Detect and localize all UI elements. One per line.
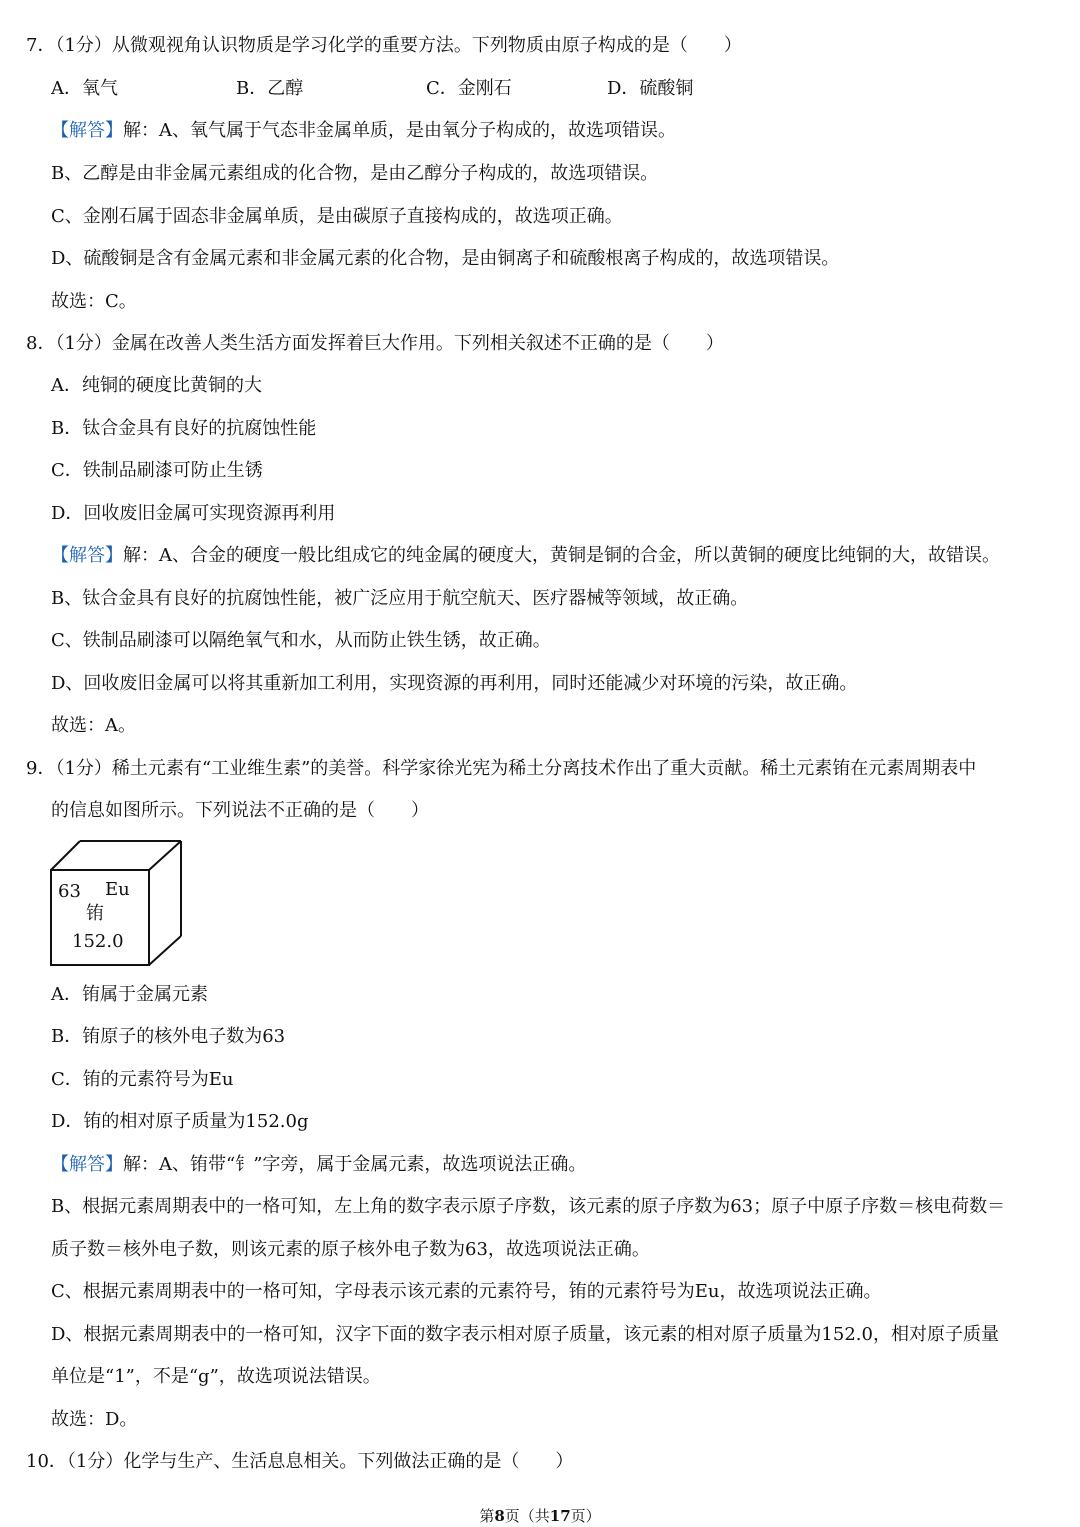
q8-option-d: D．回收废旧金属可实现资源再利用 bbox=[51, 503, 336, 524]
atomic-number: 63 bbox=[58, 881, 81, 902]
q9-answer-line-3: 质子数＝核外电子数，则该元素的原子核外电子数为63，故选项说法正确。 bbox=[51, 1239, 650, 1260]
q9-option-b: B．铕原子的核外电子数为63 bbox=[51, 1026, 286, 1047]
q9-answer-conclusion: 故选：D。 bbox=[51, 1409, 138, 1430]
q8-answer-line-4: D、回收废旧金属可以将其重新加工利用，实现资源的再利用，同时还能减少对环境的污染，故正确。 bbox=[51, 673, 858, 694]
q8-answer-line-2: B、钛合金具有良好的抗腐蚀性能，被广泛应用于航空航天、医疗器械等领域，故正确。 bbox=[51, 588, 749, 609]
answer-tag: 【解答】 bbox=[51, 120, 123, 141]
q7-answer-line-4: D、硫酸铜是含有金属元素和非金属元素的化合物，是由铜离子和硫酸根离子构成的，故选项错误。 bbox=[51, 248, 840, 269]
q8-answer-conclusion: 故选：A。 bbox=[51, 715, 136, 736]
q7-stem: 7．（1分）从微观视角认识物质是学习化学的重要方法。下列物质由原子构成的是（ ） bbox=[26, 35, 742, 56]
q9-stem-line-2: 的信息如图所示。下列说法不正确的是（ ） bbox=[51, 800, 429, 821]
q9-option-c: C．铕的元素符号为Eu bbox=[51, 1069, 234, 1090]
q7-answer-line-3: C、金刚石属于固态非金属单质，是由碳原子直接构成的，故选项正确。 bbox=[51, 206, 623, 227]
q8-stem: 8．（1分）金属在改善人类生活方面发挥着巨大作用。下列相关叙述不正确的是（ ） bbox=[26, 333, 724, 354]
q9-answer-line-5: D、根据元素周期表中的一格可知，汉字下面的数字表示相对原子质量，该元素的相对原子质量为152.0，相对原子质量 bbox=[51, 1324, 999, 1345]
q7-option-b: B．乙醇 bbox=[236, 78, 304, 99]
element-cell-figure bbox=[48, 838, 188, 970]
current-page: 8 bbox=[494, 1507, 505, 1525]
q10-stem: 10．（1分）化学与生产、生活息息相关。下列做法正确的是（ ） bbox=[26, 1451, 574, 1472]
q9-answer-line-4: C、根据元素周期表中的一格可知，字母表示该元素的元素符号，铕的元素符号为Eu，故选项说法正确。 bbox=[51, 1281, 882, 1302]
q9-option-a: A．铕属于金属元素 bbox=[51, 984, 208, 1005]
total-pages: 17 bbox=[549, 1507, 571, 1525]
q7-answer-line-2: B、乙醇是由非金属元素组成的化合物，是由乙醇分子构成的，故选项错误。 bbox=[51, 163, 659, 184]
answer-tag: 【解答】 bbox=[51, 1154, 123, 1175]
answer-tag: 【解答】 bbox=[51, 545, 123, 566]
page-footer: 第8页（共17页） bbox=[479, 1507, 601, 1525]
q7-option-c: C．金刚石 bbox=[426, 78, 512, 99]
q9-stem-line-1: 9．（1分）稀土元素有“工业维生素”的美誉。科学家徐光宪为稀土分离技术作出了重大贡献。稀土元素铕在元素周期表中 bbox=[26, 758, 977, 779]
q8-answer-line-1: 【解答】解：A、合金的硬度一般比组成它的纯金属的硬度大，黄铜是铜的合金，所以黄铜的硬度比纯铜的大，故错误。 bbox=[51, 545, 1000, 566]
q9-option-d: D．铕的相对原子质量为152.0g bbox=[51, 1111, 309, 1132]
q8-option-b: B．钛合金具有良好的抗腐蚀性能 bbox=[51, 418, 317, 439]
q7-answer-line-1: 【解答】解：A、氧气属于气态非金属单质，是由氧分子构成的，故选项错误。 bbox=[51, 120, 676, 141]
q9-answer-line-1: 【解答】解：A、铕带“钅”字旁，属于金属元素，故选项说法正确。 bbox=[51, 1154, 587, 1175]
q7-answer-conclusion: 故选：C。 bbox=[51, 291, 137, 312]
q7-option-a: A．氧气 bbox=[51, 78, 118, 99]
q8-answer-line-3: C、铁制品刷漆可以隔绝氧气和水，从而防止铁生锈，故正确。 bbox=[51, 630, 551, 651]
q7-option-d: D．硫酸铜 bbox=[607, 78, 694, 99]
q8-option-a: A．纯铜的硬度比黄铜的大 bbox=[51, 375, 262, 396]
element-name: 铕 bbox=[86, 903, 104, 924]
element-symbol: Eu bbox=[105, 879, 130, 900]
atomic-mass: 152.0 bbox=[72, 931, 124, 952]
q8-option-c: C．铁制品刷漆可防止生锈 bbox=[51, 460, 263, 481]
q9-answer-line-2: B、根据元素周期表中的一格可知，左上角的数字表示原子序数，该元素的原子序数为63；原子中原子序数＝核电荷数＝ bbox=[51, 1196, 1006, 1217]
q9-answer-line-6: 单位是“1”，不是“g”，故选项说法错误。 bbox=[51, 1366, 381, 1387]
